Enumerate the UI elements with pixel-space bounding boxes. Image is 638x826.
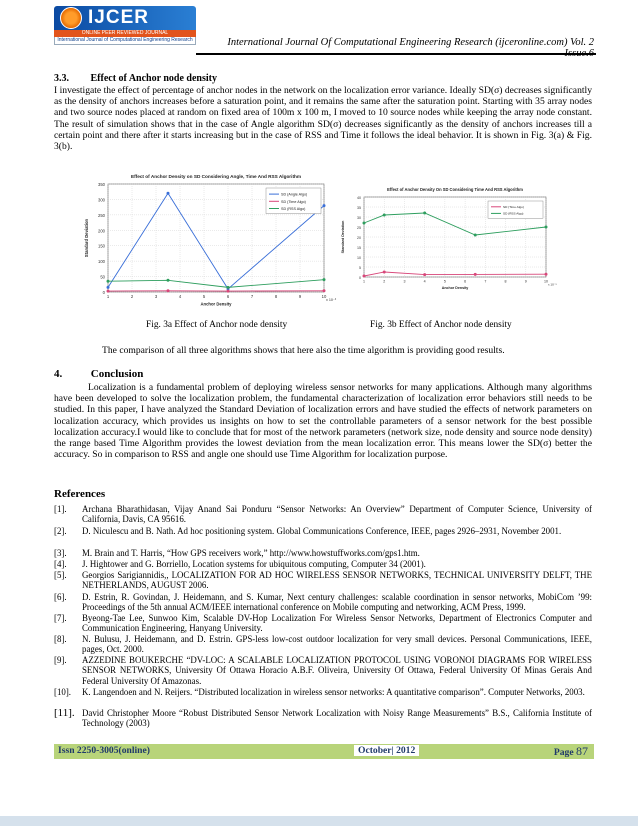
- y-tick-label: 300: [98, 197, 105, 203]
- reference-item: [1]. Archana Bharathidasan, Vijay Anand Sai Ponduru “Sensor Networks: An Overview” Department of Computer Science, University of California, Davis, CA 95616.: [54, 504, 592, 525]
- section-number: 3.3.: [54, 73, 69, 84]
- y-tick-label: 0: [102, 290, 105, 295]
- x-tick-label: 3: [403, 279, 406, 284]
- reference-item: [7]. Byeong-Tae Lee, Sunwoo Kim, Scalable DV-Hop Localization For Wireless Sensor Networks, Department of Electronics Computer and Communication Engineering, Hanyang University.: [54, 613, 592, 634]
- data-point: [383, 214, 386, 217]
- page-number: 87: [576, 744, 588, 758]
- y-tick-label: 250: [98, 212, 105, 218]
- y-tick-label: 40: [357, 196, 361, 200]
- data-point: [167, 192, 170, 195]
- logo-subtitle: International Journal of Computational Engineering Research: [54, 37, 196, 45]
- data-point: [323, 289, 326, 292]
- section-heading: [54, 73, 217, 84]
- figure-caption-3a: Fig. 3a Effect of Anchor node density: [146, 320, 288, 330]
- logo-tagline: ONLINE PEER REVIEWED JOURNAL: [54, 30, 196, 37]
- y-tick-label: 100: [98, 259, 105, 265]
- x-axis-label: Anchor Density: [441, 286, 469, 291]
- data-point: [423, 273, 426, 276]
- x-tick-label: 10: [321, 294, 327, 300]
- y-tick-label: 30: [357, 216, 361, 220]
- journal-header: International Journal Of Computational Engineering Research (ijceronline.com) Vol. 2: [227, 37, 594, 48]
- data-point: [167, 279, 170, 282]
- journal-logo: [54, 6, 196, 62]
- x-tick-label: 9: [298, 294, 302, 300]
- conclusion-number: 4.: [54, 368, 63, 380]
- y-tick-label: 10: [357, 256, 361, 260]
- section-title: Effect of Anchor node density: [90, 73, 217, 84]
- legend-label: SD (Angle Algo): [281, 192, 308, 197]
- conclusion-heading: [54, 368, 143, 380]
- y-tick-label: 15: [357, 246, 361, 250]
- chart-3b: [341, 183, 557, 299]
- footer-page: Page 87: [553, 744, 588, 758]
- data-point: [545, 273, 548, 276]
- x-tick-label: 4: [178, 294, 182, 300]
- x-axis-label: Anchor Density: [200, 301, 232, 307]
- data-point: [474, 234, 477, 237]
- header-divider: [196, 53, 596, 55]
- bottom-band: [0, 816, 638, 826]
- y-axis-label: Standard Deviation: [84, 218, 89, 258]
- data-point: [107, 286, 110, 289]
- logo-emblem-icon: [60, 7, 82, 29]
- page-footer: [54, 744, 594, 759]
- reference-item: [8]. N. Bulusu, J. Heidemann, and D. Estrin. GPS-less low-cost outdoor localization for very small devices. Personal Communications, IEEE, pages, Oct. 2000.: [54, 634, 592, 655]
- x-tick-label: 7: [484, 279, 487, 284]
- figure-caption-3b: Fig. 3b Effect of Anchor node density: [370, 320, 512, 330]
- reference-item: [9]. AZZEDINE BOUKERCHE “DV-LOC: A SCALABLE LOCALIZATION PROTOCOL USING VORONOI DIAGRAMS FOR WIRELESS SENSOR NETWORKS, University Of Ottawa Horacio A.B.F. Oliveira, University Of Ottawa, Federal University Of Minas Gerais And Federal University Of Amazonas.: [54, 655, 592, 686]
- y-tick-label: 350: [98, 182, 105, 187]
- data-point: [227, 286, 230, 289]
- x-tick-label: 1: [363, 279, 365, 284]
- reference-item: [4]. J. Hightower and G. Borriello, Location systems for ubiquitous computing, Computer 34 (2001).: [54, 559, 426, 569]
- y-tick-label: 200: [98, 228, 105, 234]
- y-tick-label: 0: [359, 276, 361, 280]
- reference-item: [11]. David Christopher Moore “Robust Distributed Sensor Network Localization with Noisy Range Measurements” B.S., California Institute of Technology (2003): [54, 707, 592, 729]
- x-tick-label: 4: [423, 279, 426, 284]
- reference-item: [2]. D. Niculescu and B. Nath. Ad hoc positioning system. Global Communications Conference, IEEE, pages 2926–2931, November 2001.: [54, 526, 562, 536]
- x-tick-label: 9: [524, 279, 527, 284]
- chart-title: Effect of Anchor Density on SD Considering Angle, Time And RSS Algorithm: [130, 174, 302, 179]
- logo-name: IJCER: [88, 7, 149, 28]
- reference-item: [5]. Georgios Sarigiannidis,, LOCALIZATION FOR AD HOC WIRELESS SENSOR NETWORKS, TECHNICAL UNIVERSITY DELFT, THE NETHERLANDS, AUGUST 2006.: [54, 570, 592, 591]
- x-tick-label: 6: [226, 294, 230, 300]
- reference-item: [10]. K. Langendoen and N. Reijers. “Distributed localization in wireless sensor networks: A quantitative comparison”. Computer Networks, 2003.: [54, 687, 585, 697]
- x-tick-label: 8: [274, 294, 278, 300]
- data-point: [363, 275, 366, 278]
- legend-label: SD (RSS Algo): [281, 207, 306, 212]
- comparison-text: The comparison of all three algorithms shows that here also the time algorithm is providing good results.: [102, 345, 505, 356]
- conclusion-title: Conclusion: [90, 368, 144, 380]
- data-point: [107, 290, 110, 293]
- x-multiplier: x 10⁻³: [548, 282, 557, 287]
- chart-3b-svg: [341, 183, 557, 299]
- chart-title: Effect of Anchor Density On SD Considering Time And RSS Algorithm: [387, 187, 523, 192]
- legend-label: SD (RSS Algo): [503, 211, 524, 216]
- y-tick-label: 25: [357, 226, 361, 230]
- data-point: [363, 222, 366, 225]
- y-tick-label: 150: [98, 243, 105, 249]
- footer-issn: Issn 2250-3005(online): [58, 745, 150, 756]
- x-tick-label: 10: [544, 279, 548, 284]
- x-tick-label: 6: [464, 279, 467, 284]
- data-point: [423, 212, 426, 215]
- data-point: [545, 226, 548, 229]
- data-point: [227, 290, 230, 293]
- y-tick-label: 35: [357, 206, 361, 210]
- y-tick-label: 20: [357, 236, 361, 240]
- data-point: [323, 204, 326, 207]
- data-point: [383, 271, 386, 274]
- data-point: [167, 289, 170, 292]
- footer-date: October| 2012: [354, 745, 419, 756]
- data-point: [323, 278, 326, 281]
- reference-item: [3]. M. Brain and T. Harris, “How GPS receivers work,” http://www.howstuffworks.com/gps1.htm.: [54, 548, 420, 558]
- data-point: [474, 273, 477, 276]
- chart-3a-svg: [78, 160, 336, 318]
- references-title: References: [54, 488, 106, 500]
- y-tick-label: 5: [359, 266, 361, 270]
- x-tick-label: 3: [154, 294, 158, 300]
- x-tick-label: 5: [443, 279, 446, 284]
- x-tick-label: 1: [106, 294, 110, 300]
- reference-item: [6]. D. Estrin, R. Govindan, J. Heidemann, and S. Kumar, Next century challenges: scalable coordination in sensor networks, MobiCom ’99: Proceedings of the 5th annual ACM/IEEE international conference on Mobile computing and networking, ACM Press, 1999.: [54, 592, 592, 613]
- section-paragraph: I investigate the effect of percentage of anchor nodes in the network on the localization error variance. Ideally SD(σ) decreases significantly as the density of anchors increases before a saturation point, and it remains the same after the saturation point. Starting with 35 array nodes and two source nodes placed at random on fixed area of 100m x 100 m, I moved to 10 source nodes while keeping the array node constant. The result of simulation shows that in the case of Angle algorithm SD(σ) decreases significantly as the density of anchors increases till a certain point and there after it starts increasing but in the case of RSS and Time it follows the ideal behavior. It is shown in Fig. 3(a) & Fig. 3(b).: [54, 85, 592, 153]
- x-tick-label: 8: [504, 279, 507, 284]
- legend-label: SD (Time Algo): [281, 199, 306, 204]
- legend-label: SD (Time Algo): [503, 205, 524, 210]
- chart-3a: [78, 160, 336, 318]
- x-tick-label: 2: [383, 279, 386, 284]
- conclusion-paragraph: Localization is a fundamental problem of deploying wireless sensor networks for many applications. Although many algorithms have been developed to solve the localization problem, the fundamental characterization of localization error behaviors still needs to be studied. In this paper, I have analyzed the Standard Deviation of localization errors and have studied the effects of network parameters on localization accuracy, which provides us insights on how to set the controllable parameters of a sensor network for the best possible localization accuracy.I would like to conclude that for most of the network parameters (network size, node density and source node density) the range based Time Algorithm provides the lowest deviation from the mean localization error. This means lower the SD(σ) better the accuracy. So in comparison to RSS and angle one should use Time Algorithm for localization purpose.: [54, 382, 592, 461]
- data-point: [107, 280, 110, 283]
- x-tick-label: 7: [250, 294, 254, 300]
- x-multiplier: x 10⁻³: [326, 298, 337, 303]
- y-axis-label: Standard Deviation: [341, 220, 345, 254]
- y-tick-label: 50: [100, 274, 105, 280]
- x-tick-label: 2: [130, 294, 134, 300]
- x-tick-label: 5: [202, 294, 206, 300]
